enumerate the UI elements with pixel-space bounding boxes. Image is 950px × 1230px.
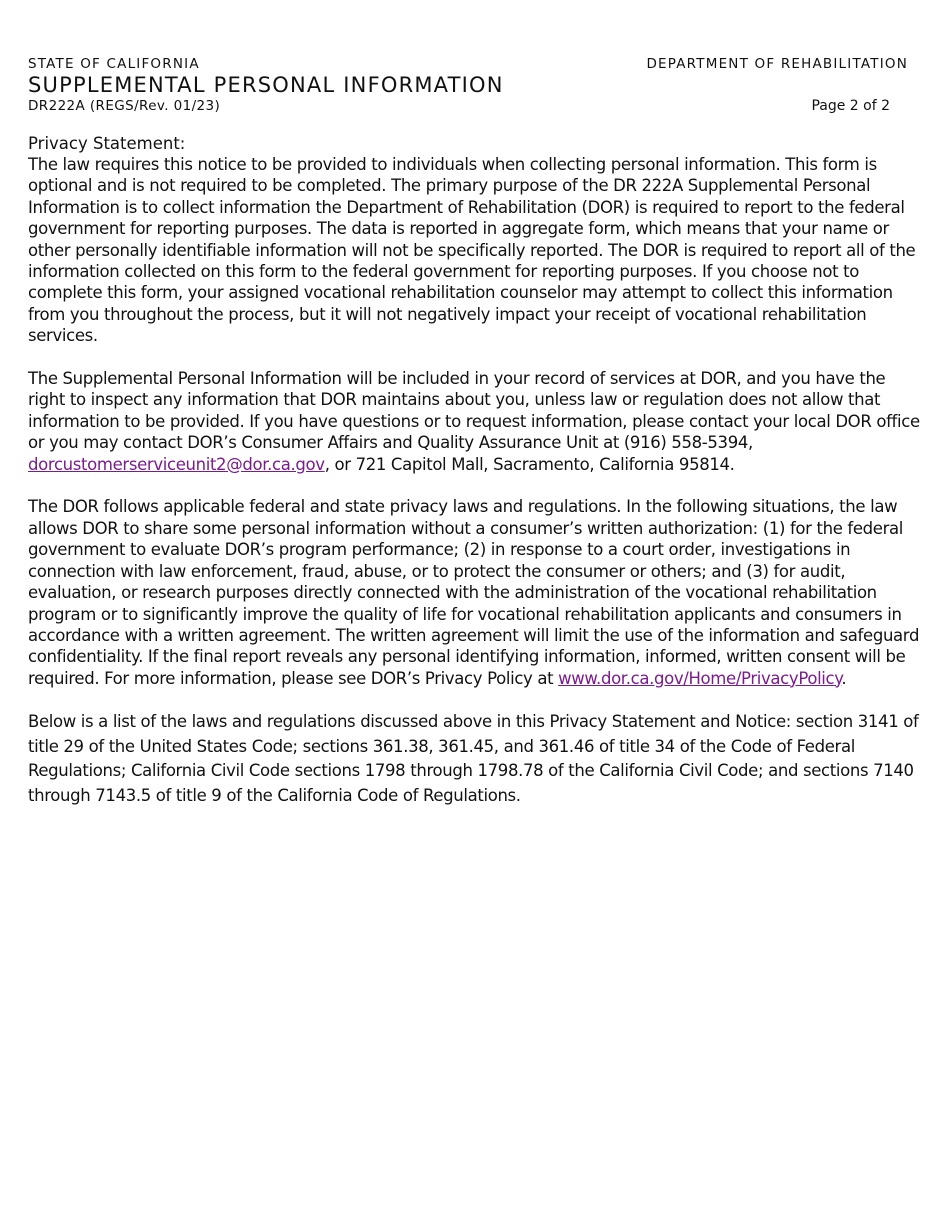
page-number: Page 2 of 2 xyxy=(811,98,890,114)
form-title: SUPPLEMENTAL PERSONAL INFORMATION xyxy=(28,73,504,97)
department-label: DEPARTMENT OF REHABILITATION xyxy=(646,56,908,72)
privacy-heading: Privacy Statement: xyxy=(28,134,186,153)
state-label: STATE OF CALIFORNIA xyxy=(28,56,200,72)
paragraph-3-tail: . xyxy=(841,668,847,688)
paragraph-2-tail: , or 721 Capitol Mall, Sacramento, California 95814. xyxy=(324,454,735,474)
header-sub-row xyxy=(28,98,924,114)
document-page xyxy=(28,56,924,808)
privacy-paragraph-4: Below is a list of the laws and regulations discussed above in this Privacy Statement and Notice: section 3141 of title 29 of the United States Code; sections 361.38, 361.45, and 361.46 of title 34 of the Code of Federal Regulations; California Civil Code sections 1798 through 1798.78 of the California Civil Code; and sections 7140 through 7143.5 of title 9 of the California Code of Regulations. xyxy=(28,712,919,805)
email-link[interactable]: dorcustomerserviceunit2@dor.ca.gov xyxy=(28,454,325,474)
paragraph-3-text: The DOR follows applicable federal and state privacy laws and regulations. In the following situations, the law allows DOR to share some personal information without a consumer’s written authorization: (1) for the federal government to evaluate DOR’s program performance; (2) in response to a court order, investigations in connection with law enforcement, fraud, abuse, or to protect the consumer or others; and (3) for audit, evaluation, or research purposes directly connected with the administration of the vocational rehabilitation program or to significantly improve the quality of life for vocational rehabilitation applicants and consumers in accordance with a written agreement. The written agreement will limit the use of the information and safeguard confidentiality. If the final report reveals any personal identifying information, informed, written consent will be required. For more information, please see DOR’s Privacy Policy at xyxy=(28,497,920,688)
paragraph-2-text: The Supplemental Personal Information will be included in your record of services at DOR, and you have the right to inspect any information that DOR maintains about you, unless law or regulation does not allow that information to be provided. If you have questions or to request information, please contact your local DOR office or you may contact DOR’s Consumer Affairs and Quality Assurance Unit at (916) 558-5394, xyxy=(28,369,920,453)
privacy-paragraph-1: The law requires this notice to be provided to individuals when collecting personal information. This form is optional and is not required to be completed. The primary purpose of the DR 222A Supplemental Personal Information is to collect information the Department of Rehabilitation (DOR) is required to report to the federal government for reporting purposes. The data is reported in aggregate form, which means that your name or other personally identifiable information will not be specifically reported. The DOR is required to report all of the information collected on this form to the federal government for reporting purposes. If you choose not to complete this form, your assigned vocational rehabilitation counselor may attempt to collect this information from you throughout the process, but it will not negatively impact your receipt of vocational rehabilitation services. xyxy=(28,155,916,346)
privacy-paragraph-3 xyxy=(28,496,924,689)
privacy-paragraph-2 xyxy=(28,368,924,475)
privacy-policy-link[interactable]: www.dor.ca.gov/Home/PrivacyPolicy xyxy=(558,668,842,688)
header-top-row xyxy=(28,56,924,72)
form-number: DR222A (REGS/Rev. 01/23) xyxy=(28,98,221,114)
